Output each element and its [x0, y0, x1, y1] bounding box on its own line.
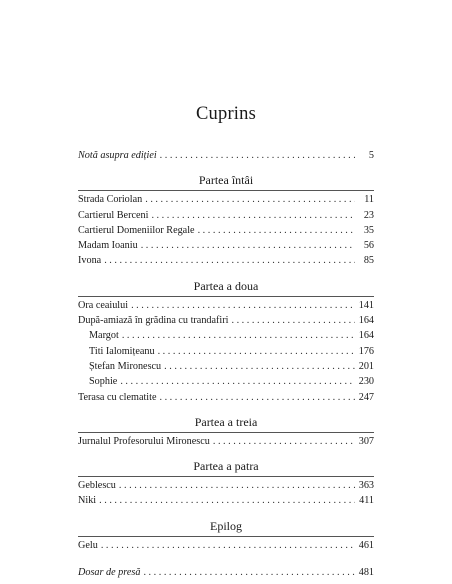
- dot-leader: [122, 328, 355, 343]
- toc-entry-title: Ștefan Mironescu: [89, 360, 162, 372]
- toc-entry: [78, 253, 374, 268]
- toc-entry: [78, 208, 374, 223]
- part-heading: Partea a doua: [78, 269, 374, 297]
- toc-entry-title: Geblescu: [78, 480, 116, 492]
- dot-leader: [131, 298, 355, 313]
- toc-entry-page: 56: [363, 240, 374, 252]
- dot-leader: [160, 148, 355, 163]
- toc-entry-page: 35: [363, 224, 374, 236]
- toc-entry-page: 176: [358, 345, 374, 357]
- toc-entry-title: Niki: [78, 495, 97, 507]
- toc-entry-title: După-amiază în grădina cu trandafiri: [78, 315, 229, 327]
- dot-leader: [213, 434, 355, 449]
- dot-leader: [151, 208, 355, 223]
- toc-subentry: [78, 374, 374, 389]
- part-heading: Partea a patra: [78, 449, 374, 477]
- toc-entry: [78, 192, 374, 207]
- toc-entry-page: 461: [358, 539, 374, 551]
- toc-entry-page: 247: [358, 391, 374, 403]
- toc-entry-page: 307: [358, 435, 374, 447]
- toc-entry: [78, 298, 374, 313]
- toc-entry-title: Margot: [89, 330, 119, 342]
- toc-entry-title: Cartierul Domeniilor Regale: [78, 224, 195, 236]
- toc-entry-page: 141: [358, 299, 374, 311]
- dot-leader: [231, 313, 355, 328]
- toc-entry: [78, 478, 374, 493]
- toc-entry-page: 363: [358, 480, 374, 492]
- spacer: [78, 553, 374, 565]
- toc-entry-page: 411: [359, 495, 374, 507]
- toc-entry-page: 201: [358, 360, 374, 372]
- toc-subentry: [78, 328, 374, 343]
- toc-subentry: [78, 359, 374, 374]
- toc-entry-title: Titi Ialomițeanu: [89, 345, 155, 357]
- toc-entry-page: 85: [363, 255, 374, 267]
- dot-leader: [120, 374, 355, 389]
- toc-entry-page: 230: [358, 376, 374, 388]
- toc-entry-title: Cartierul Berceni: [78, 209, 149, 221]
- toc-entry: [78, 538, 374, 553]
- dot-leader: [101, 538, 355, 553]
- dot-leader: [143, 565, 355, 580]
- toc-entry-title: Sophie: [89, 376, 118, 388]
- toc-entry-title: Notă asupra ediției: [78, 150, 157, 161]
- dot-leader: [198, 223, 355, 238]
- table-of-contents: [78, 148, 374, 580]
- toc-subentry: [78, 344, 374, 359]
- dot-leader: [141, 238, 355, 253]
- toc-entry-title: Strada Coriolan: [78, 194, 143, 206]
- dot-leader: [99, 493, 355, 508]
- toc-entry-title: Dosar de presă: [78, 567, 141, 579]
- toc-entry-title: Terasa cu clematite: [78, 391, 157, 403]
- toc-entry-page: 164: [358, 330, 374, 342]
- dot-leader: [104, 253, 355, 268]
- toc-entry-title: Madam Ioaniu: [78, 240, 138, 252]
- toc-entry: [78, 434, 374, 449]
- toc-entry-page: 11: [364, 194, 374, 206]
- dot-leader: [145, 192, 355, 207]
- toc-entry-page: 164: [358, 315, 374, 327]
- page-title: Cuprins: [196, 104, 256, 124]
- toc-entry-page: 23: [363, 209, 374, 221]
- dot-leader: [164, 359, 355, 374]
- toc-entry: [78, 390, 374, 405]
- toc-entry-outro: [78, 565, 374, 580]
- part-heading: Partea a treia: [78, 405, 374, 433]
- toc-entry-title: Jurnalul Profesorului Mironescu: [78, 435, 210, 447]
- toc-entry: [78, 313, 374, 328]
- toc-entry-intro: [78, 148, 374, 163]
- toc-entry-title: Gelu: [78, 539, 98, 551]
- toc-entry: [78, 223, 374, 238]
- part-heading: Partea întâi: [78, 163, 374, 191]
- toc-entry-title: Ivona: [78, 255, 102, 267]
- dot-leader: [159, 390, 355, 405]
- toc-entry-page: 481: [358, 567, 374, 579]
- toc-entry-title: Ora ceaiului: [78, 299, 129, 311]
- toc-entry: [78, 238, 374, 253]
- part-heading: Epilog: [78, 509, 374, 537]
- toc-entry-page: 5: [368, 150, 374, 161]
- toc-entry: [78, 493, 374, 508]
- dot-leader: [119, 478, 355, 493]
- dot-leader: [158, 344, 355, 359]
